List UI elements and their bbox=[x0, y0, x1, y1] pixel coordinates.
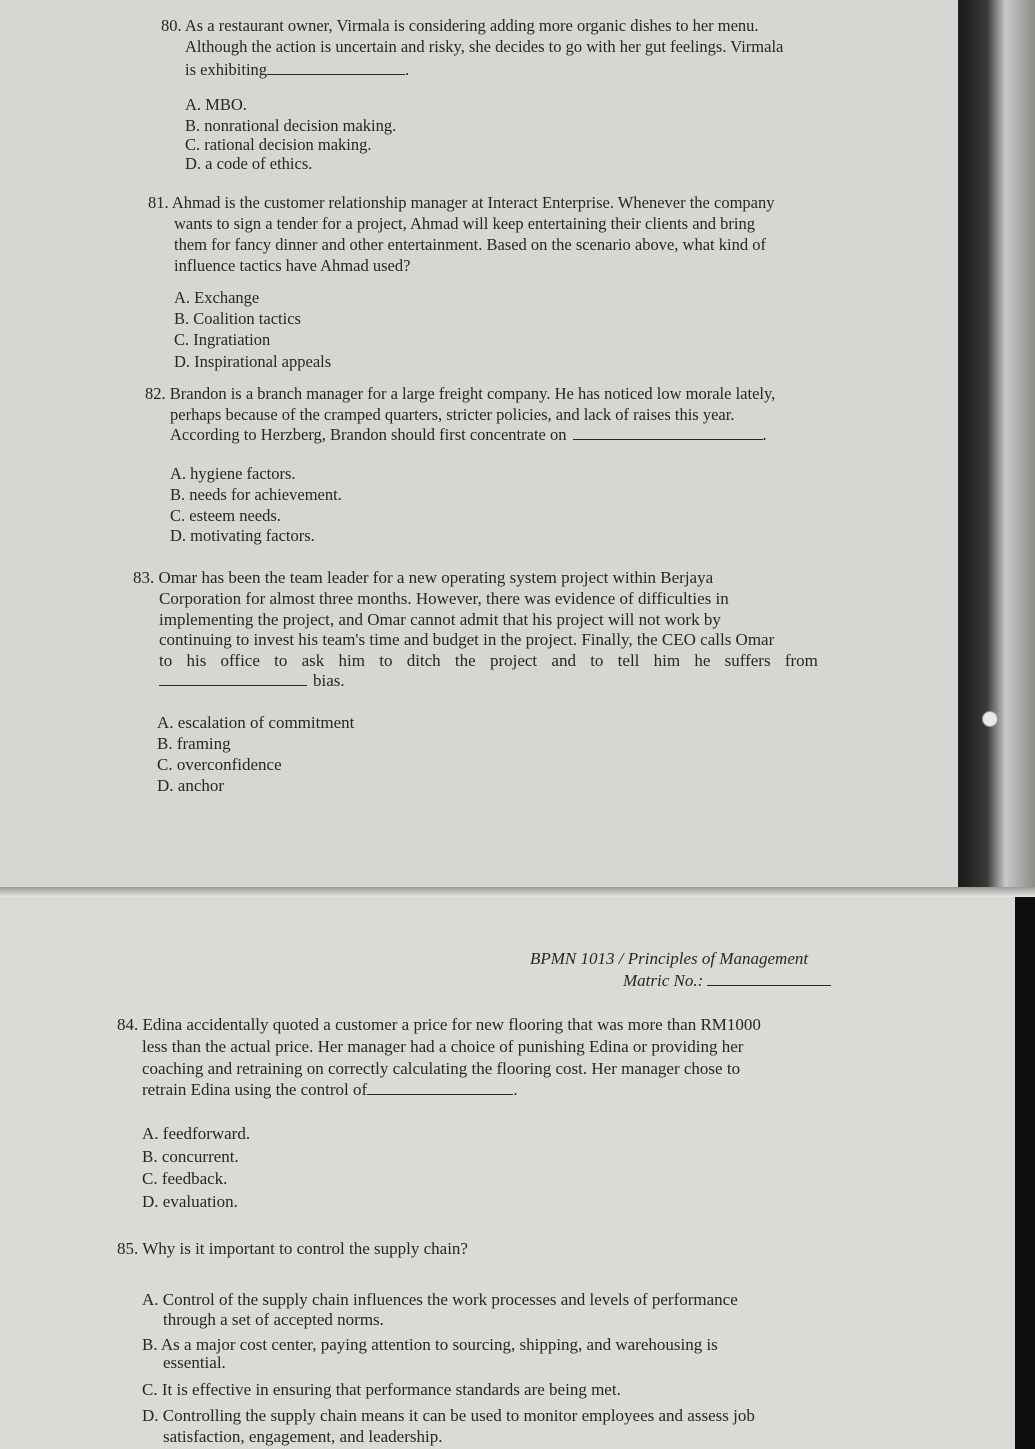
q82-option-b: B. needs for achievement. bbox=[170, 485, 342, 504]
q83-option-c: C. overconfidence bbox=[157, 755, 282, 774]
q84-stem-line2: less than the actual price. Her manager had a choice of punishing Edina or providing her bbox=[142, 1037, 744, 1056]
q82-option-d: D. motivating factors. bbox=[170, 526, 315, 545]
q81-option-a: A. Exchange bbox=[174, 288, 260, 307]
q80-stem-line1: 80. As a restaurant owner, Virmala is considering adding more organic dishes to her menu. bbox=[161, 16, 759, 35]
q81-option-c: C. Ingratiation bbox=[174, 330, 271, 349]
q83-stem-line5: to his office to ask him to ditch the project and to tell him he suffers from bbox=[159, 651, 818, 670]
screen-dot-icon bbox=[982, 711, 998, 727]
q85-option-a-line2: through a set of accepted norms. bbox=[163, 1310, 384, 1329]
q81-option-d: D. Inspirational appeals bbox=[174, 352, 332, 371]
q81-option-b: B. Coalition tactics bbox=[174, 309, 301, 328]
q85-option-d-line2: satisfaction, engagement, and leadership. bbox=[163, 1427, 443, 1446]
q83-stem-line2: Corporation for almost three months. However, there was evidence of difficulties in bbox=[159, 589, 729, 608]
q80-option-c: C. rational decision making. bbox=[185, 135, 372, 154]
page-separator bbox=[0, 887, 1035, 897]
screen-bezel-bottom bbox=[1015, 897, 1035, 1449]
q83-stem-line6: bias. bbox=[159, 671, 345, 690]
q81-stem-line2: wants to sign a tender for a project, Ahmad will keep entertaining their clients and bring bbox=[174, 214, 755, 233]
q83-stem-line4: continuing to invest his team's time and budget in the project. Finally, the CEO calls Omar bbox=[159, 630, 775, 649]
q82-stem-line2: perhaps because of the cramped quarters, stricter policies, and lack of raises this year. bbox=[170, 405, 735, 424]
q85-stem: 85. Why is it important to control the supply chain? bbox=[117, 1239, 468, 1258]
q83-option-a: A. escalation of commitment bbox=[157, 713, 355, 732]
q84-option-a: A. feedforward. bbox=[142, 1124, 251, 1143]
q85-option-d-line1: D. Controlling the supply chain means it can be used to monitor employees and assess job bbox=[142, 1406, 755, 1425]
q83-stem-line1: 83. Omar has been the team leader for a new operating system project within Berjaya bbox=[133, 568, 714, 587]
q81-stem-line3: them for fancy dinner and other entertainment. Based on the scenario above, what kind of bbox=[174, 235, 766, 254]
q83-option-b: B. framing bbox=[157, 734, 231, 753]
q82-option-a: A. hygiene factors. bbox=[170, 464, 296, 483]
q85-option-b-line2: essential. bbox=[163, 1353, 226, 1372]
q85-option-c-line1: C. It is effective in ensuring that performance standards are being met. bbox=[142, 1380, 621, 1399]
q80-option-a: A. MBO. bbox=[185, 95, 247, 114]
q83-stem-line3: implementing the project, and Omar cannot admit that his project will not work by bbox=[159, 610, 721, 629]
q84-stem-line3: coaching and retraining on correctly calculating the flooring cost. Her manager chose to bbox=[142, 1059, 741, 1078]
screen-bezel-top bbox=[961, 0, 1035, 887]
q80-stem-line2: Although the action is uncertain and risky, she decides to go with her gut feelings. Virmala bbox=[185, 37, 784, 56]
q81-stem-line1: 81. Ahmad is the customer relationship manager at Interact Enterprise. Whenever the company bbox=[148, 193, 775, 212]
q84-stem-line1: 84. Edina accidentally quoted a customer a price for new flooring that was more than RM1000 bbox=[117, 1015, 761, 1034]
q84-option-c: C. feedback. bbox=[142, 1169, 228, 1188]
q81-stem-line4: influence tactics have Ahmad used? bbox=[174, 256, 411, 275]
q84-option-d: D. evaluation. bbox=[142, 1192, 238, 1211]
q85-option-b-line1: B. As a major cost center, paying attention to sourcing, shipping, and warehousing is bbox=[142, 1335, 718, 1354]
q84-stem-line4: retrain Edina using the control of . bbox=[142, 1080, 518, 1099]
q85-option-a-line1: A. Control of the supply chain influences the work processes and levels of performance bbox=[142, 1290, 738, 1309]
q82-stem-line3: According to Herzberg, Brandon should first concentrate on . bbox=[170, 425, 767, 444]
q84-option-b: B. concurrent. bbox=[142, 1147, 239, 1166]
exam-page-bottom bbox=[0, 897, 1015, 1449]
q82-stem-line1: 82. Brandon is a branch manager for a large freight company. He has noticed low morale lately, bbox=[145, 384, 776, 403]
matric-number-label: Matric No.: bbox=[623, 971, 831, 990]
q80-stem-line3: is exhibiting . bbox=[185, 60, 410, 79]
course-header: BPMN 1013 / Principles of Management bbox=[530, 949, 809, 968]
q80-option-b: B. nonrational decision making. bbox=[185, 116, 397, 135]
q83-option-d: D. anchor bbox=[157, 776, 225, 795]
q80-option-d: D. a code of ethics. bbox=[185, 154, 313, 173]
q82-option-c: C. esteem needs. bbox=[170, 506, 281, 525]
